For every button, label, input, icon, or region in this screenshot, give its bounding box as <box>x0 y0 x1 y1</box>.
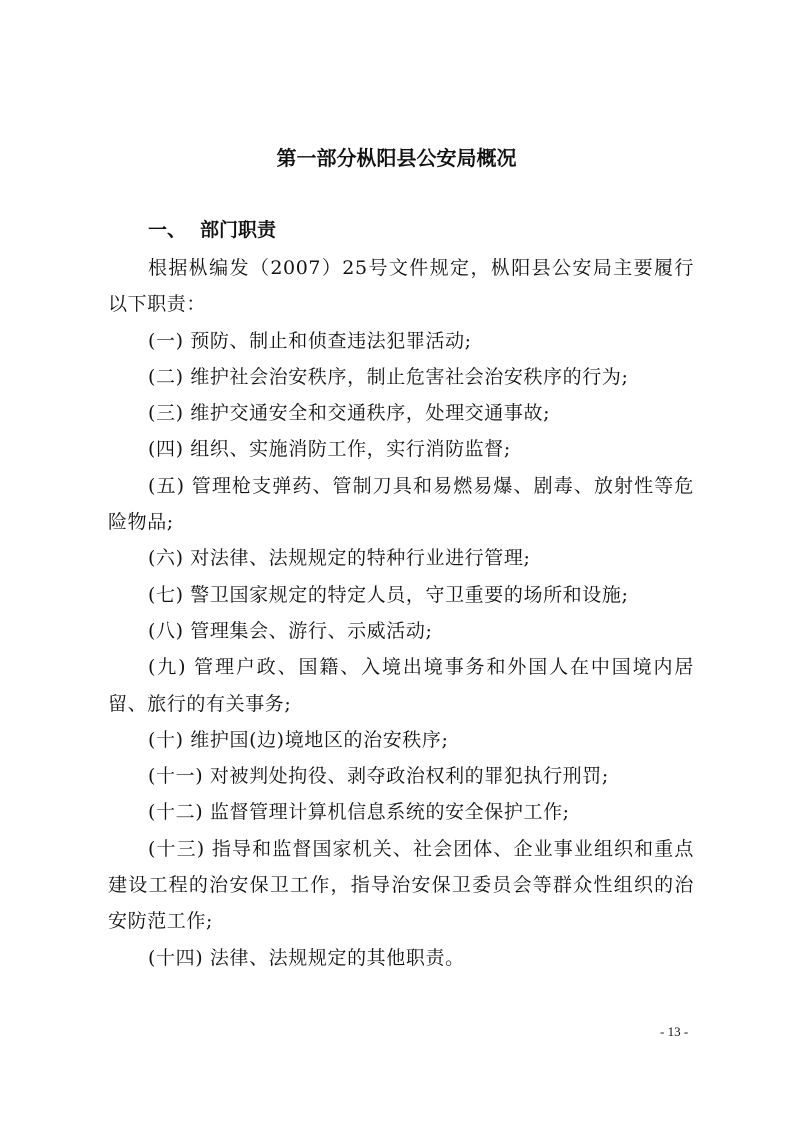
duty-item: (一) 预防、制止和侦查违法犯罪活动; <box>148 329 472 352</box>
document-title: 第一部分枞阳县公安局概况 <box>276 146 517 170</box>
body-text <box>108 250 694 976</box>
duty-item: (二) 维护社会治安秩序，制止危害社会治安秩序的行为; <box>148 365 629 388</box>
section-heading <box>148 215 276 245</box>
duty-item: (十) 维护国(边)境地区的治安秩序; <box>148 728 449 751</box>
intro-paragraph: 根据枞编发（2007）25号文件规定，枞阳县公安局主要履行以下职责： <box>108 257 694 316</box>
duty-item: (十三) 指导和监督国家机关、社会团体、企业事业组织和重点建设工程的治安保卫工作，指导治安保卫委员会等群众性组织的治安防范工作; <box>108 837 694 933</box>
duty-item: (六) 对法律、法规规定的特种行业进行管理; <box>148 547 531 570</box>
duty-item: (十二) 监督管理计算机信息系统的安全保护工作; <box>148 801 570 824</box>
duty-item: (十四) 法律、法规规定的其他职责。 <box>148 946 465 969</box>
duty-item: (十一) 对被判处拘役、剥夺政治权利的罪犯执行刑罚; <box>148 765 609 788</box>
duty-item: (四) 组织、实施消防工作，实行消防监督; <box>148 438 511 461</box>
duty-item: (九) 管理户政、国籍、入境出境事务和外国人在中国境内居留、旅行的有关事务; <box>108 656 694 715</box>
section-title: 部门职责 <box>200 219 277 241</box>
page-number: - 13 - <box>660 1024 689 1039</box>
section-number: 一、 <box>148 219 187 241</box>
duty-item: (五) 管理枪支弹药、管制刀具和易燃易爆、剧毒、放射性等危险物品; <box>108 474 694 534</box>
duty-item: (七) 警卫国家规定的特定人员，守卫重要的场所和设施; <box>148 583 629 606</box>
duty-item: (八) 管理集会、游行、示威活动; <box>148 619 433 642</box>
duty-item: (三) 维护交通安全和交通秩序，处理交通事故; <box>148 402 551 425</box>
